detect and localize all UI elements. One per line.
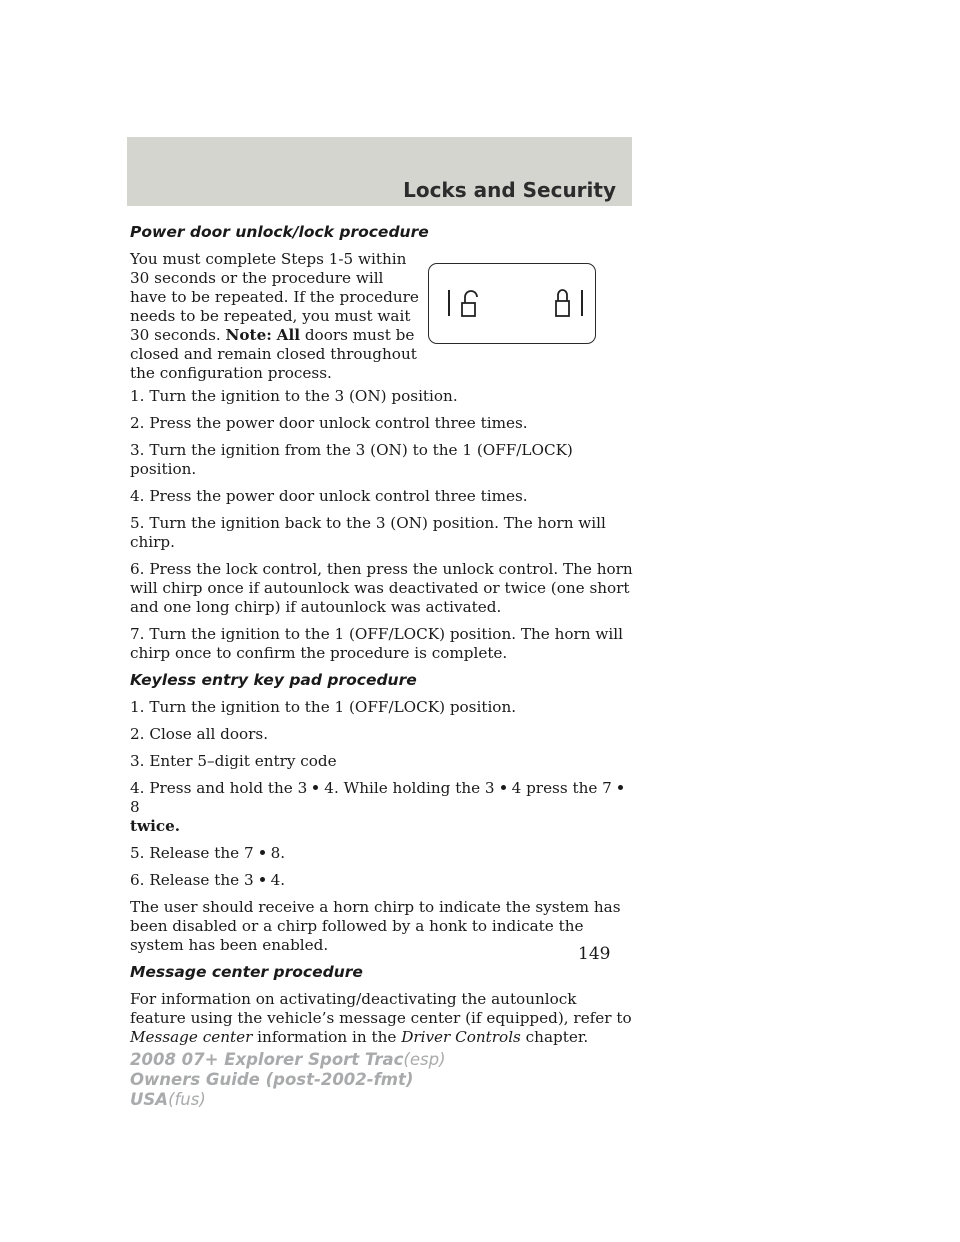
power-step-4: 4. Press the power door unlock control three times. [130,487,528,505]
power-door-heading: Power door unlock/lock procedure [130,223,429,241]
footer-model-code: (esp) [403,1050,446,1069]
step5-part-b: 8. [270,844,286,862]
keyless-step-3: 3. Enter 5–digit entry code [130,752,337,770]
step5-part-a: 5. Release the 7 [130,844,254,862]
footer-market-code: (fus) [168,1090,206,1109]
power-step-1: 1. Turn the ignition to the 3 (ON) position. [130,387,458,405]
page-content [130,223,635,1055]
keyless-step-1: 1. Turn the ignition to the 1 (OFF/LOCK) position. [130,698,517,716]
mc-text-b: information in the [252,1028,402,1046]
keyless-heading: Keyless entry key pad procedure [130,671,417,689]
power-step-3: 3. Turn the ignition from the 3 (ON) to the 1 (OFF/LOCK) position. [130,441,573,478]
footer-guide: Owners Guide (post-2002-fmt) [130,1070,414,1089]
page-section-title: Locks and Security [403,178,616,202]
power-step-5: 5. Turn the ignition back to the 3 (ON) position. The horn will chirp. [130,514,606,551]
mc-text-a: For information on activating/deactivating the autounlock feature using the vehicle’s message center (if equipped), refer to [130,990,632,1027]
keyless-closing: The user should receive a horn chirp to indicate the system has been disabled or a chirp followed by a honk to indicate the system has been enabled. [130,898,621,954]
step4-part-a: 4. Press and hold the 3 [130,779,308,797]
page-number: 149 [578,944,611,964]
power-step-6: 6. Press the lock control, then press the unlock control. The horn will chirp once if autounlock was deactivated or twice (one short and one long chirp) if autounlock was activated. [130,560,633,616]
note-text: doors must be closed and remain closed throughout the configuration process. [130,326,417,382]
mc-text-c: chapter. [520,1028,589,1046]
bullet-separator [618,785,623,790]
keyless-step-2: 2. Close all doors. [130,725,269,743]
keyless-step-4 [130,779,635,836]
intro-text: You must complete Steps 1-5 within 30 seconds or the procedure will have to be repeated. If the procedure needs to be repeated, you must wait 30 seconds. [130,250,419,344]
footer-market: USA [130,1090,169,1109]
keyless-step-6 [130,871,635,890]
footer-model: 2008 07+ Explorer Sport Trac [130,1050,404,1069]
step4-twice: twice. [130,817,181,835]
mc-ref-message-center: Message center [130,1028,253,1046]
note-all: All [276,326,300,344]
step6-part-a: 6. Release the 3 [130,871,254,889]
document-footer [130,1050,446,1110]
message-center-heading: Message center procedure [130,963,363,981]
note-label: Note: [225,326,272,344]
bullet-separator [501,785,506,790]
bullet-separator [260,850,265,855]
step4-part-b: 4. While holding the 3 [324,779,495,797]
header-band [127,137,632,206]
step6-part-b: 4. [270,871,286,889]
mc-ref-driver-controls: Driver Controls [401,1028,521,1046]
step4-part-c: 4 press the 7 [511,779,612,797]
keyless-step-5 [130,844,635,863]
power-step-7: 7. Turn the ignition to the 1 (OFF/LOCK) position. The horn will chirp once to confirm the procedure is complete. [130,625,623,662]
power-door-intro [130,250,420,383]
step4-part-d: 8 [130,798,140,816]
power-step-2: 2. Press the power door unlock control three times. [130,414,528,432]
bullet-separator [260,877,265,882]
bullet-separator [313,785,318,790]
message-center-text [130,990,635,1047]
